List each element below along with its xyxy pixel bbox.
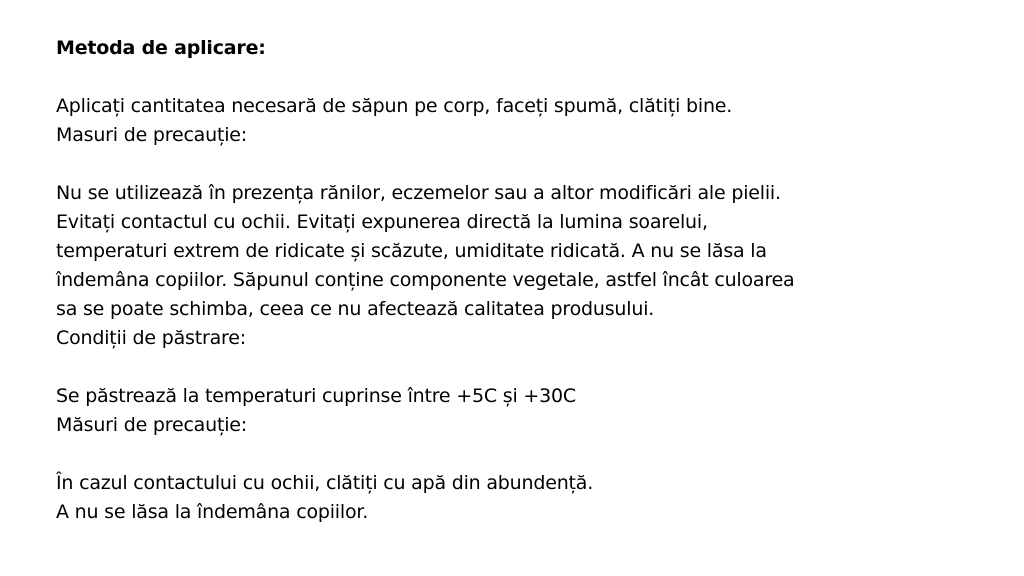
precautions-heading-2: Măsuri de precauție: <box>56 414 247 436</box>
precautions-heading: Masuri de precauție: <box>56 124 247 146</box>
spacer <box>56 353 976 382</box>
precautions-line: sa se poate schimba, ceea ce nu afectează calitatea produsului. <box>56 298 655 320</box>
storage-heading: Condiții de păstrare: <box>56 327 246 349</box>
final-line: În cazul contactului cu ochii, clătiți cu apă din abundență. <box>56 472 594 494</box>
precautions-line: îndemâna copiilor. Săpunul conține componente vegetale, astfel încât culoarea <box>56 269 795 291</box>
section-heading: Metoda de aplicare: <box>56 37 266 59</box>
spacer <box>56 63 976 92</box>
spacer <box>56 150 976 179</box>
storage-text: Se păstrează la temperaturi cuprinse între +5C și +30C <box>56 385 576 407</box>
spacer <box>56 440 976 469</box>
application-text: Aplicați cantitatea necesară de săpun pe corp, faceți spumă, clătiți bine. <box>56 95 733 117</box>
precautions-line: Evitați contactul cu ochii. Evitați expunerea directă la lumina soarelui, <box>56 211 708 233</box>
final-line: A nu se lăsa la îndemâna copiilor. <box>56 501 369 523</box>
text-slide <box>56 34 976 527</box>
precautions-line: Nu se utilizează în prezența rănilor, eczemelor sau a altor modificări ale pielii. <box>56 182 781 204</box>
precautions-line: temperaturi extrem de ridicate și scăzute, umiditate ridicată. A nu se lăsa la <box>56 240 767 262</box>
